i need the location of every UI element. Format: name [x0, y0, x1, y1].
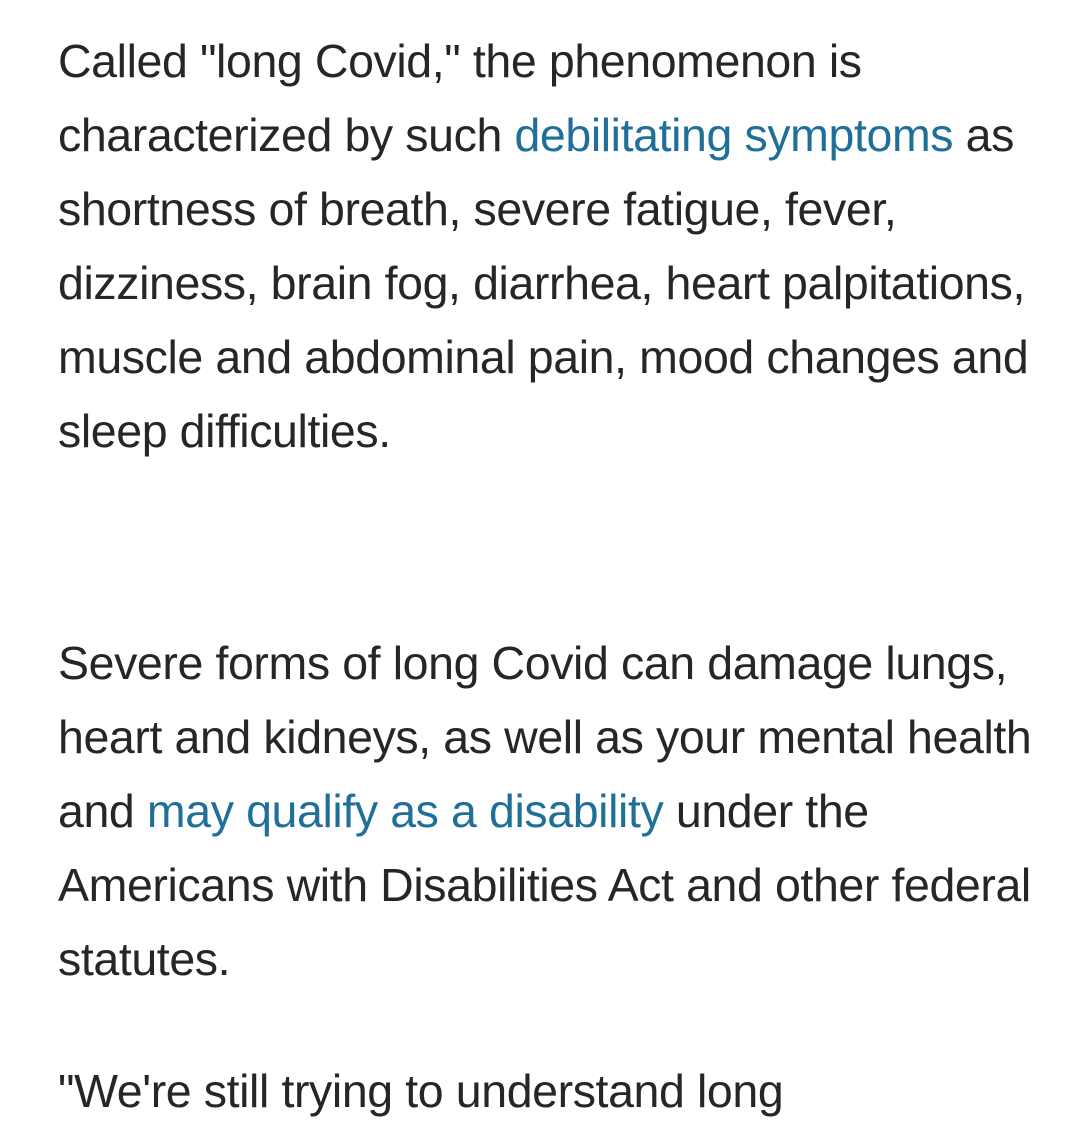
debilitating-symptoms-link[interactable]: debilitating symptoms — [514, 109, 954, 161]
paragraph-text: as shortness of breath, severe fatigue, fever, dizziness, brain fog, diarrhea, heart palpitations, muscle and abdominal pain, mood changes and sleep difficulties. — [58, 109, 1029, 457]
disability-link[interactable]: may qualify as a disability — [146, 785, 664, 837]
paragraph-long-covid-symptoms — [58, 24, 1048, 468]
paragraph-long-covid-severity — [58, 626, 1048, 996]
article-body — [58, 24, 1048, 1128]
paragraph-text: Severe forms of long Covid can damage lungs, heart and kidneys, as well as your mental health and — [58, 637, 1032, 837]
paragraph-text: under the Americans with Disabilities Act and other federal statutes. — [58, 785, 1031, 985]
paragraph-quote-partial: "We're still trying to understand long — [58, 1065, 784, 1117]
paragraph-text: Called "long Covid," the phenomenon is characterized by such — [58, 35, 862, 161]
